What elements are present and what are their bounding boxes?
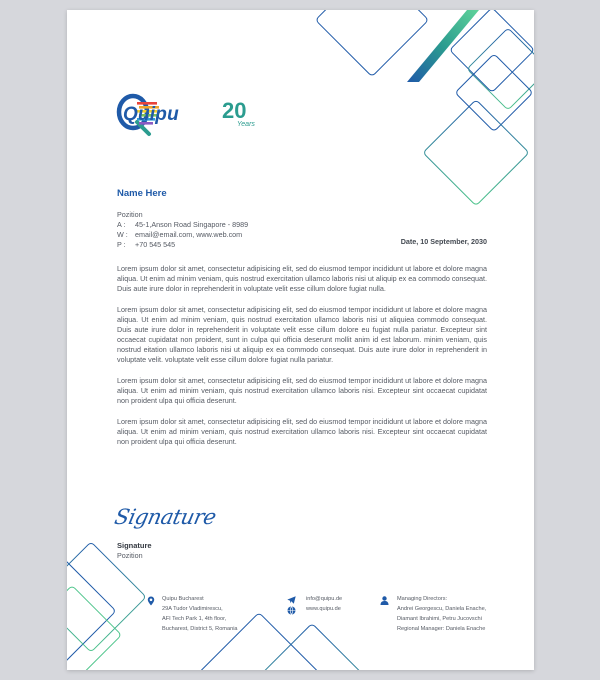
address-row: A : 45-1,Anson Road Singapore - 8989 xyxy=(117,220,249,229)
footer-address xyxy=(162,594,238,634)
web-label: W xyxy=(117,230,124,239)
footer-web xyxy=(306,594,342,614)
address-label: A xyxy=(117,220,122,229)
web-value: email@email.com, www.web.com xyxy=(135,230,243,239)
signature-position: Pozition xyxy=(117,551,143,560)
footer-address-line: Quipu Bucharest xyxy=(162,596,204,602)
letterhead-page xyxy=(67,10,534,670)
footer-directors-line: Regional Manager: Daniela Enache xyxy=(397,626,486,632)
footer-directors xyxy=(397,594,486,634)
body-paragraph: Lorem ipsum dolor sit amet, consectetur adipisicing elit, sed do eiusmod tempor incididunt ut labore et dolore magna aliqua. Ut enim ad minim veniam, quis nostrud exercitation ullamco laboris nisi. Excepteur sint occaecat cupidatat non proident ulpa qui officia deserunt. xyxy=(117,417,487,446)
footer-address-line: Bucharest, District 5, Romania xyxy=(162,626,238,632)
send-icon xyxy=(287,596,296,604)
footer-email[interactable]: info@quipu.de xyxy=(306,596,343,602)
sender-name: Name Here xyxy=(117,188,167,199)
footer-directors-line: Managing Directors: xyxy=(397,596,448,602)
sender-contact-block xyxy=(117,210,248,250)
phone-label: P xyxy=(117,240,122,249)
body-paragraph: Lorem ipsum dolor sit amet, consectetur adipisicing elit, sed do eiusmod tempor incididunt ut labore et dolore magna aliqua. Ut enim ad minim veniam, quis nostrud exercitation ullamco laboris nisi. Excepteur sint occaecat cupidatat non proident ulpa qui officia deserunt. xyxy=(117,376,487,405)
phone-value: +70 545 545 xyxy=(135,240,176,249)
logo-wordmark: Quipu xyxy=(123,104,179,125)
footer-address-line: AFI Tech Park 1, 4th floor, xyxy=(162,616,227,622)
letter-date: Date, 10 September, 2030 xyxy=(400,237,487,246)
sender-position: Pozition xyxy=(117,210,143,219)
letter-body xyxy=(117,264,487,458)
body-paragraph: Lorem ipsum dolor sit amet, consectetur adipisicing elit, sed do eiusmod tempor incididunt ut labore et dolore magna aliqua. Ut enim ad minim veniam, quis nostrud exercitation ullamco laboris nisi ut aliquiea commodo consequat. Duis aute irure dolor in reprehenderit in voluptate velit esse cillum dolore eu fugiat nulla pariatur. Excepteur sint occaecat cupidatat non proident, sunt in culpa qui officia deserunt mollit anim id est laborum. minim veniam, quis nostrud eitation ullamco laboris nisi ut aliquip ex ea commodo consequat. Duis aute irure dolor in reprehenderit in voluptate velit. voluptate velit esse cillum dolore fugiat nulla pariatur. xyxy=(117,305,487,364)
person-icon xyxy=(380,596,389,605)
handwritten-signature: Signature xyxy=(112,505,219,529)
logo-anniversary-number: 20 xyxy=(222,98,247,123)
signature-name: Signature xyxy=(117,541,152,550)
location-icon xyxy=(147,596,155,606)
footer-address-line: 29A Tudor Vladimirescu, xyxy=(162,606,223,612)
footer-website[interactable]: www.quipu.de xyxy=(306,606,341,612)
logo-years-label: Years xyxy=(237,121,255,128)
phone-row: P : +70 545 545 xyxy=(117,240,176,249)
web-row: W : email@email.com, www.web.com xyxy=(117,230,243,239)
body-paragraph: Lorem ipsum dolor sit amet, consectetur adipisicing elit, sed do eiusmod tempor incididunt ut labore et dolore magna aliqua. Ut enim ad minim veniam, quis nostrud exercitation ullamco laboris nisi ut aliquip ex ea commodo consequat. Duis aute irure dolor in reprehenderit in voluptate velit esse cillum dolore fugiat nulla. xyxy=(117,264,487,293)
globe-icon xyxy=(287,606,296,615)
footer-directors-line: Diamant Ibrahimi, Petru Jucovschi xyxy=(397,616,482,622)
footer-directors-line: Andrei Georgescu, Daniela Enache, xyxy=(397,606,487,612)
address-value: 45-1,Anson Road Singapore - 8989 xyxy=(135,220,249,229)
